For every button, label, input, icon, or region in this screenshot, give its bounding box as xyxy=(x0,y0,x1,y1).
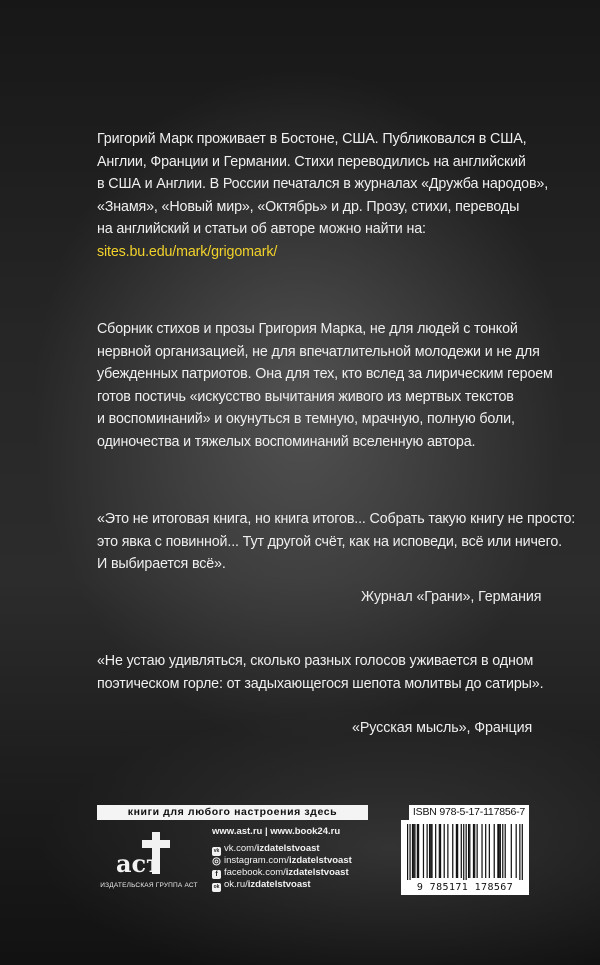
barcode-bar xyxy=(431,824,432,878)
barcode-bar xyxy=(505,824,506,878)
publisher-name: ИЗДАТЕЛЬСКАЯ ГРУППА АСТ xyxy=(100,882,198,889)
isbn-number: ISBN 978-5-17-117856-7 xyxy=(409,805,529,820)
description-line: готов постичь «искусство вычитания живого из мертвых текстов xyxy=(97,388,514,405)
review-quote-1 xyxy=(97,508,576,576)
barcode-bar xyxy=(409,824,410,882)
social-prefix: facebook.com/ xyxy=(224,867,286,878)
barcode xyxy=(401,820,529,882)
social-odnoklassniki[interactable] xyxy=(212,879,372,891)
bio-line: «Знамя», «Новый мир», «Октябрь» и др. Прозу, стихи, переводы xyxy=(97,198,520,215)
barcode-bar xyxy=(511,824,512,878)
barcode-bar xyxy=(497,824,498,878)
description-line: убежденных патриотов. Она для тех, кто вслед за лирическим героем xyxy=(97,366,553,382)
barcode-bar xyxy=(427,824,428,878)
barcode-bar xyxy=(430,824,431,878)
author-website-link[interactable]: sites.bu.edu/mark/grigomark/ xyxy=(97,243,278,260)
barcode-bar xyxy=(468,824,469,878)
barcode-bar xyxy=(457,824,458,878)
barcode-bar xyxy=(414,824,415,878)
social-handle: izdatelstvoast xyxy=(256,843,320,854)
barcode-bar xyxy=(463,824,464,882)
bio-line: на английский и статьи об авторе можно найти на: xyxy=(97,221,426,237)
description-line: нервной организацией, не для впечатлительной молодежи и не для xyxy=(97,343,540,360)
barcode-bar xyxy=(489,824,490,878)
description-line: и воспоминаний» и окунуться в темную, мрачную, полную боли, xyxy=(97,411,515,427)
barcode-bar xyxy=(477,824,478,878)
barcode-bar xyxy=(473,824,474,878)
review-quote-2 xyxy=(97,650,567,695)
bio-line: в США и Англии. В России печатался в журналах «Дружба народов», xyxy=(97,176,549,192)
author-bio xyxy=(97,128,567,263)
social-prefix: vk.com/ xyxy=(224,843,257,854)
barcode-bar xyxy=(447,824,448,878)
quote-line: это явка с повинной... Тут другой счёт, как на исповеди, всё или ничего. xyxy=(97,533,562,550)
barcode-bar xyxy=(519,824,520,882)
vk-icon: vk xyxy=(213,848,220,854)
barcode-bar xyxy=(423,824,424,878)
barcode-bar xyxy=(494,824,495,878)
barcode-bar xyxy=(456,824,457,878)
quote-line: «Не устаю удивляться, сколько разных голосов уживается в одном xyxy=(97,653,534,669)
quote-line: поэтическом горле: от задыхающегося шепота молитвы до сатиры». xyxy=(97,675,544,692)
quote-line: «Это не итоговая книга, но книга итогов... Собрать такую книгу не просто: xyxy=(97,511,576,527)
barcode-bar xyxy=(435,824,436,878)
barcode-bar xyxy=(412,824,413,878)
barcode-bar xyxy=(417,824,418,878)
facebook-icon: f xyxy=(212,870,221,879)
barcode-bar xyxy=(461,824,462,878)
bio-line: Англии, Франции и Германии. Стихи переводились на английский xyxy=(97,153,526,170)
barcode-bar xyxy=(516,824,517,878)
quote-1-source: Журнал «Грани», Германия xyxy=(361,589,542,605)
barcode-bar xyxy=(418,824,419,878)
barcode-digits: 9 785171 178567 xyxy=(401,880,529,895)
barcode-bar xyxy=(522,824,523,882)
book-description xyxy=(97,318,567,453)
description-line: Сборник стихов и прозы Григория Марка, не для людей с тонкой xyxy=(97,321,518,337)
barcode-bar xyxy=(444,824,445,878)
barcode-bar xyxy=(413,824,414,878)
barcode-bar xyxy=(439,824,440,878)
social-instagram[interactable] xyxy=(212,855,372,867)
quote-2-source: «Русская мысль», Франция xyxy=(352,720,533,736)
barcode-bar xyxy=(429,824,430,878)
barcode-bar xyxy=(466,824,467,882)
barcode-bar xyxy=(452,824,453,878)
social-prefix: instagram.com/ xyxy=(224,855,289,866)
social-handle: izdatelstvoast xyxy=(247,879,311,890)
barcode-bar xyxy=(502,824,503,878)
social-handle: izdatelstvoast xyxy=(285,867,349,878)
slogan-banner: книги для любого настроения здесь xyxy=(97,805,368,820)
bio-line: Григорий Марк проживает в Бостоне, США. Публиковался в США, xyxy=(97,131,527,147)
instagram-icon: ◎ xyxy=(212,856,221,867)
social-prefix: ok.ru/ xyxy=(224,879,248,890)
social-vk[interactable] xyxy=(212,843,372,855)
quote-line: И выбирается всё». xyxy=(97,556,226,572)
barcode-bar xyxy=(499,824,500,878)
publisher-sites[interactable]: www.ast.ru | www.book24.ru xyxy=(212,826,341,837)
barcode-bar xyxy=(500,824,501,878)
social-handle: izdatelstvoast xyxy=(288,855,352,866)
barcode-bar xyxy=(469,824,470,878)
barcode-bar xyxy=(407,824,408,882)
barcode-bar xyxy=(481,824,482,878)
logo-wordmark: аст xyxy=(116,849,162,878)
barcode-bar xyxy=(440,824,441,878)
social-facebook[interactable] xyxy=(212,867,372,879)
description-line: одиночества и тяжелых воспоминаний вселенную автора. xyxy=(97,433,476,450)
barcode-bar xyxy=(485,824,486,878)
ast-logo xyxy=(112,828,178,880)
odnoklassniki-icon: ok xyxy=(213,884,220,890)
barcode-bar xyxy=(474,824,475,878)
